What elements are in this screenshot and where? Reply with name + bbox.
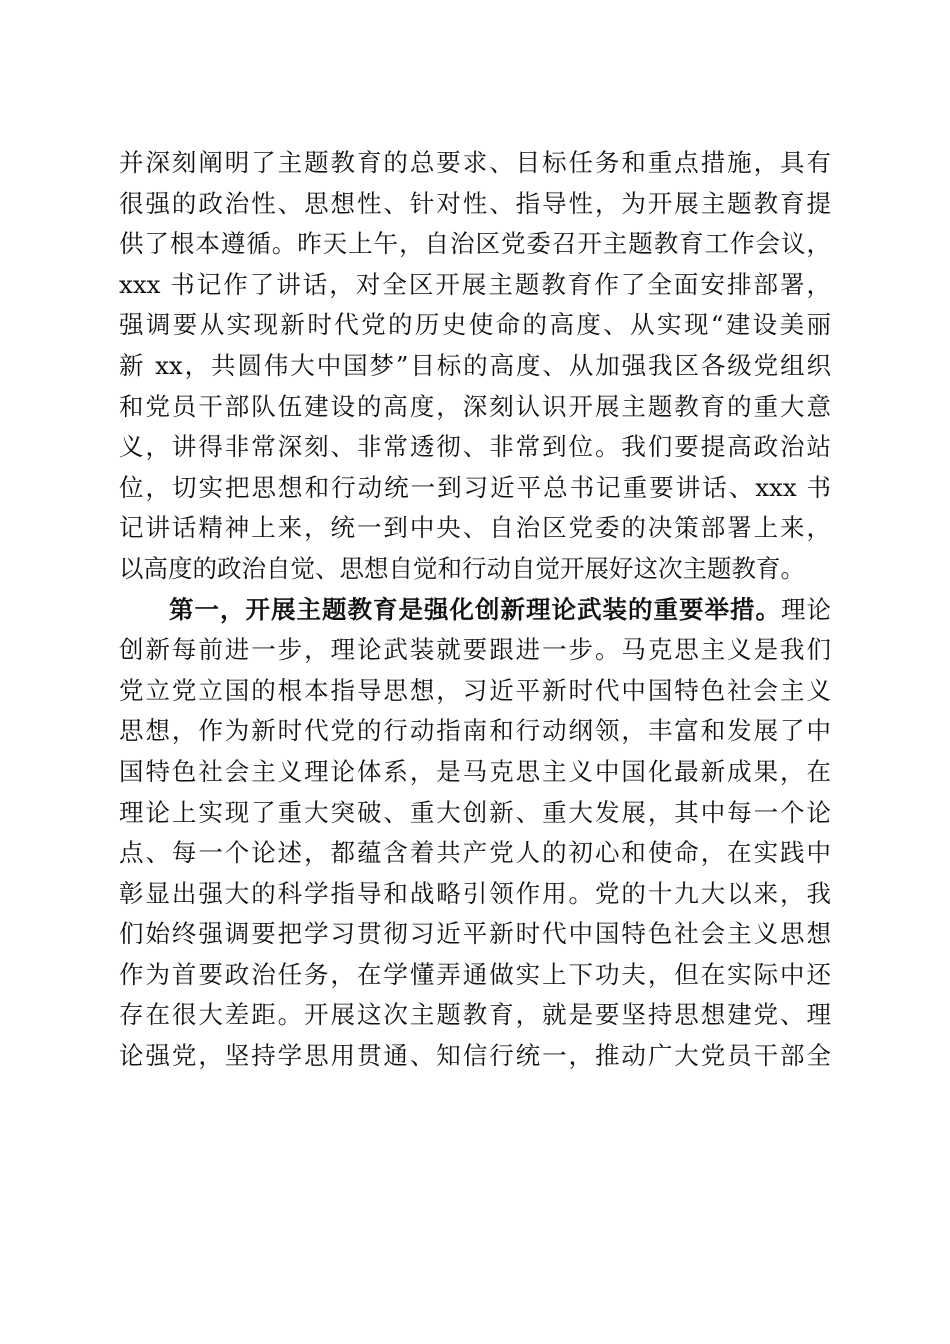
paragraph-2 bbox=[119, 590, 831, 1077]
text-line: 并深刻阐明了主题教育的总要求、目标任务和重点措施，具有 bbox=[119, 148, 831, 177]
text-line: 供了根本遵循。昨天上午，自治区党委召开主题教育工作会议， bbox=[119, 229, 831, 259]
text-line: 作为首要政治任务，在学懂弄通做实上下功夫，但在实际中还 bbox=[119, 959, 831, 989]
text-line: 党立党立国的根本指导思想，习近平新时代中国特色社会主义 bbox=[119, 675, 831, 705]
text-line: 理论上实现了重大突破、重大创新、重大发展，其中每一个论 bbox=[119, 797, 831, 827]
text-line: 存在很大差距。开展这次主题教育，就是要坚持思想建党、理 bbox=[119, 1000, 831, 1030]
text-line: 创新每前进一步，理论武装就要跟进一步。马克思主义是我们 bbox=[119, 635, 831, 665]
text-line: 思想，作为新时代党的行动指南和行动纲领，丰富和发展了中 bbox=[119, 716, 831, 746]
text-line: 彰显出强大的科学指导和战略引领作用。党的十九大以来，我 bbox=[119, 878, 831, 908]
paragraph-first-line-rest: 理论 bbox=[781, 594, 831, 624]
text-line: xxx 书记作了讲话，对全区开展主题教育作了全面安排部署， bbox=[119, 269, 831, 299]
text-line: 们始终强调要把学习贯彻习近平新时代中国特色社会主义思想 bbox=[119, 919, 831, 949]
text-line: 新 xx，共圆伟大中国梦”目标的高度、从加强我区各级党组织 bbox=[119, 350, 831, 380]
text-line: 很强的政治性、思想性、针对性、指导性，为开展主题教育提 bbox=[119, 188, 831, 218]
text-line: 和党员干部队伍建设的高度，深刻认识开展主题教育的重大意 bbox=[119, 391, 831, 421]
text-line: 记讲话精神上来，统一到中央、自治区党委的决策部署上来， bbox=[119, 513, 831, 543]
text-line: 论强党，坚持学思用贯通、知信行统一，推动广大党员干部全 bbox=[119, 1041, 831, 1071]
text-line: 国特色社会主义理论体系，是马克思主义中国化最新成果，在 bbox=[119, 756, 831, 786]
paragraph-lead-bold: 第一，开展主题教育是强化创新理论武装的重要举措。 bbox=[168, 594, 781, 624]
text-line: 以高度的政治自觉、思想自觉和行动自觉开展好这次主题教育。 bbox=[119, 553, 805, 583]
paragraph-1 bbox=[119, 143, 831, 590]
text-line: 义，讲得非常深刻、非常透彻、非常到位。我们要提高政治站 bbox=[119, 432, 831, 462]
paragraph-first-line bbox=[119, 590, 831, 631]
text-line: 强调要从实现新时代党的历史使命的高度、从实现“建设美丽 bbox=[119, 310, 831, 340]
document-body bbox=[119, 143, 831, 1077]
text-line: 位，切实把思想和行动统一到习近平总书记重要讲话、xxx 书 bbox=[119, 472, 831, 502]
text-line: 点、每一个论述，都蕴含着共产党人的初心和使命，在实践中 bbox=[119, 838, 831, 868]
